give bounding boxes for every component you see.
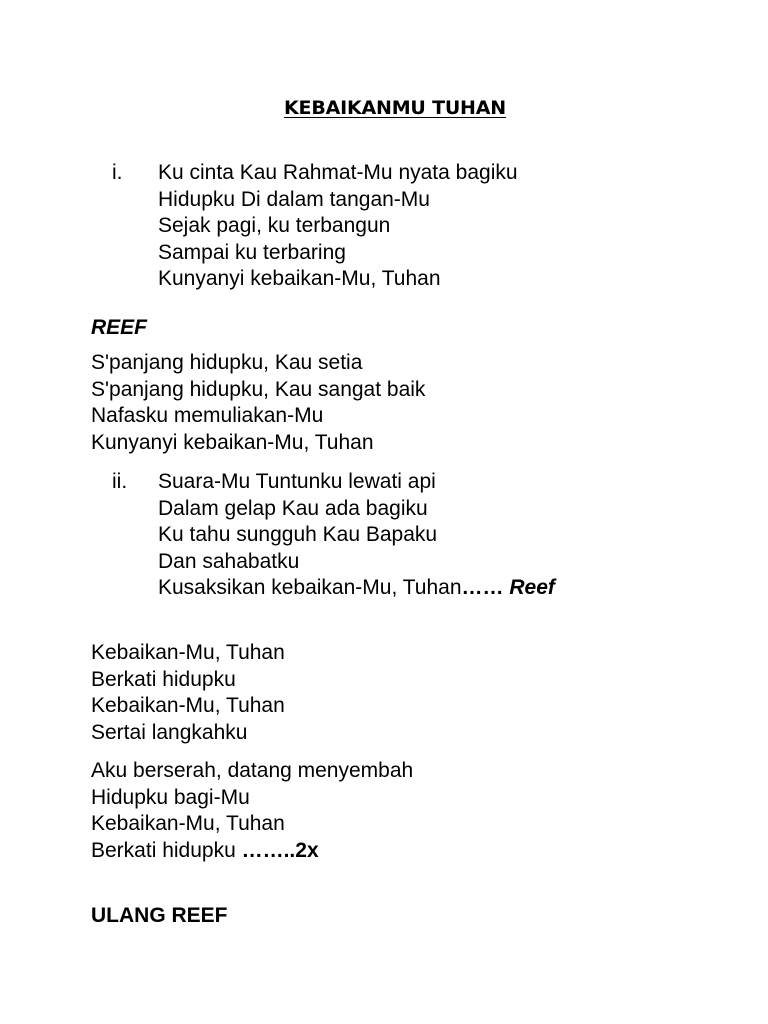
ellipsis-marker: …… (461, 576, 510, 599)
lyric-line: Kunyanyi kebaikan-Mu, Tuhan (91, 430, 374, 454)
verse-number: i. (112, 161, 123, 184)
lyric-line-last (91, 838, 413, 865)
lyric-line: Kebaikan-Mu, Tuhan (91, 641, 285, 664)
reef-lines (91, 350, 425, 456)
lyric-line: Suara-Mu Tuntunku lewati api (158, 470, 436, 493)
song-title: KEBAIKANMU TUHAN (284, 97, 506, 119)
lyric-line: Ku tahu sungguh Kau Bapaku (158, 523, 438, 546)
lyric-line: Kebaikan-Mu, Tuhan (91, 694, 285, 717)
lyric-line: Berkati hidupku (91, 667, 236, 691)
reef-heading: REEF (91, 316, 148, 339)
lyric-line: Aku berserah, datang menyembah (91, 759, 414, 782)
lyric-line: Sejak pagi, ku terbangun (158, 214, 391, 237)
lyric-line: Nafasku memuliakan-Mu (91, 404, 324, 427)
lyric-line: Dalam gelap Kau ada bagiku (158, 496, 428, 520)
repeat-reef-heading: ULANG REEF (91, 904, 228, 927)
lyric-text: Berkati hidupku (91, 838, 242, 862)
ellipsis-marker: …….. (241, 838, 296, 862)
lyric-line-last (158, 575, 555, 602)
lyric-line: Kunyanyi kebaikan-Mu, Tuhan (158, 267, 441, 290)
repeat-marker: 2x (295, 838, 319, 862)
verse-lines (158, 160, 518, 293)
lyric-line: Dan sahabatku (158, 549, 300, 573)
reef-cue: Reef (509, 576, 555, 599)
verse-lines (158, 469, 555, 602)
lyric-text: Kusaksikan kebaikan-Mu, Tuhan (158, 576, 462, 599)
lyric-line: Sertai langkahku (91, 720, 248, 744)
lyric-line: Hidupku bagi-Mu (91, 785, 250, 809)
lyric-line: Kebaikan-Mu, Tuhan (91, 812, 285, 835)
lyric-line: Ku cinta Kau Rahmat-Mu nyata bagiku (158, 161, 518, 184)
lyric-line: S'panjang hidupku, Kau setia (91, 351, 363, 374)
lyric-line: Sampai ku terbaring (158, 240, 346, 264)
verse-number: ii. (112, 470, 128, 493)
lyric-line: S'panjang hidupku, Kau sangat baik (91, 377, 426, 401)
bridge-part-2 (91, 758, 413, 864)
lyric-line: Hidupku Di dalam tangan-Mu (158, 187, 430, 211)
bridge-part-1 (91, 640, 285, 746)
